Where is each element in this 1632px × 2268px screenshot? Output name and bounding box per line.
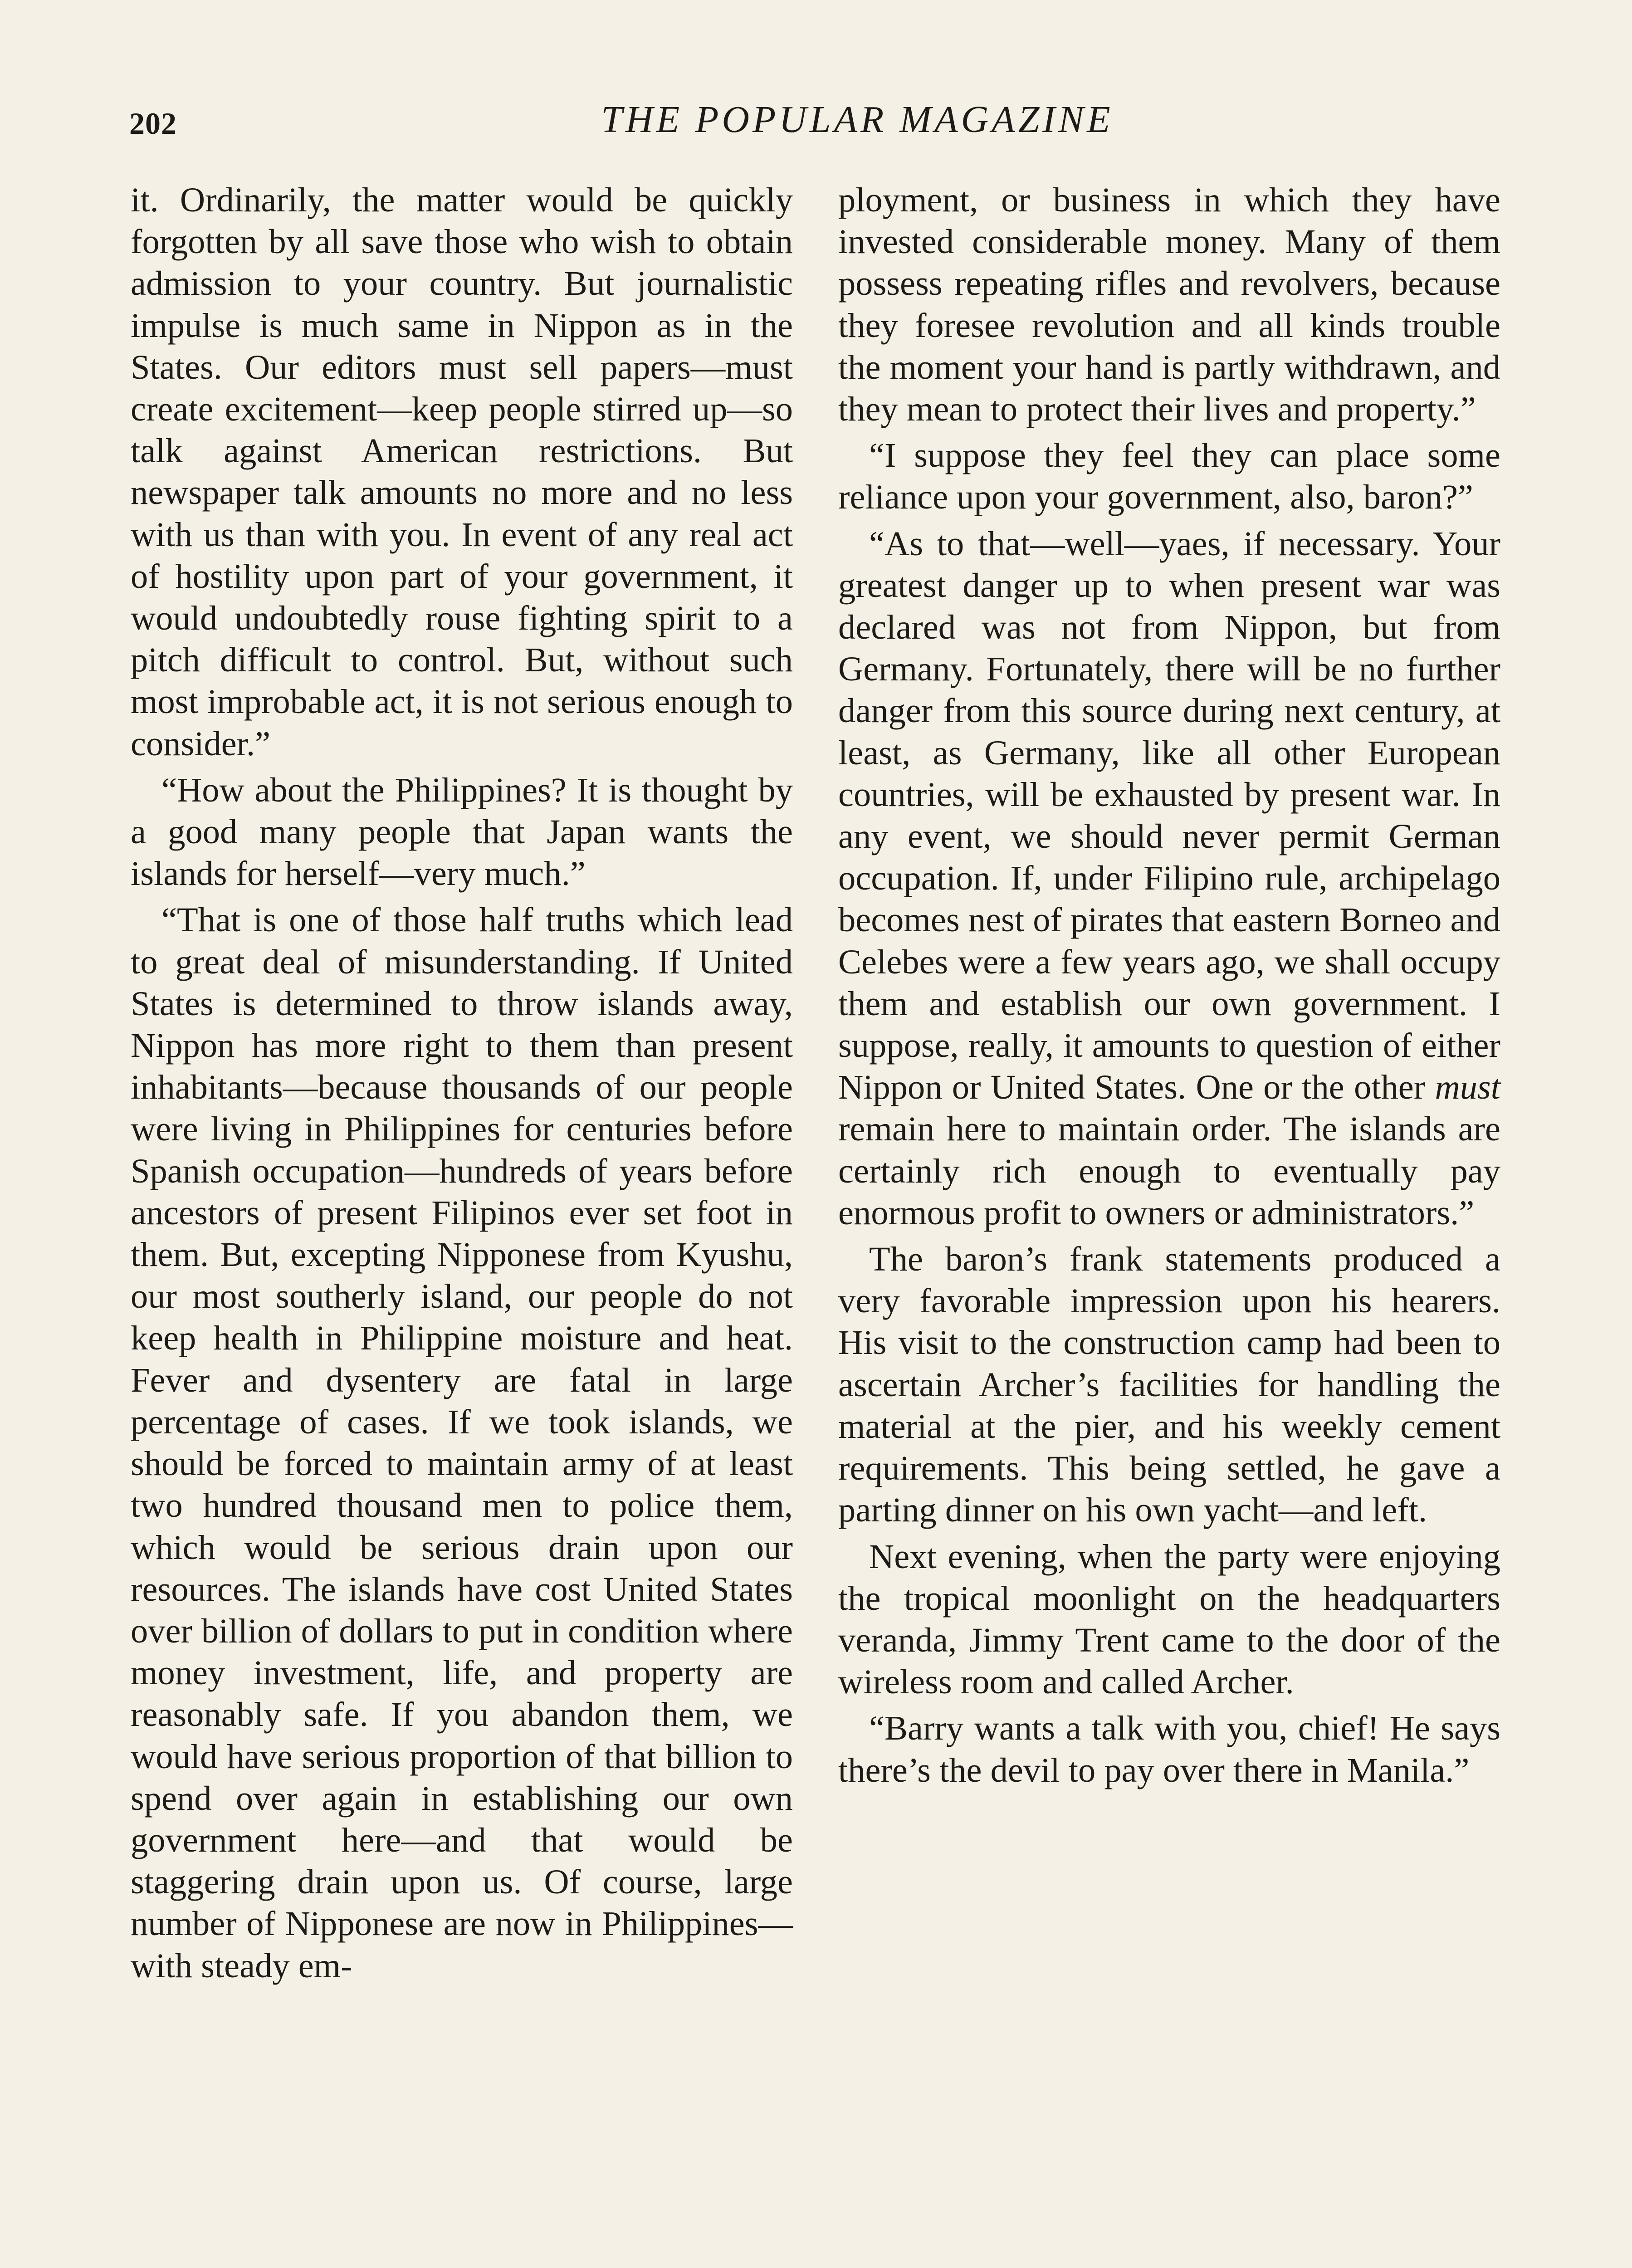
page-number: 202 [129, 106, 177, 141]
paragraph: it. Ordinarily, the matter would be quickly forgotten by all save those who wish to obtain admission to your country. But journalistic impulse is much same in Nippon as in the States. Our editors must sell papers—must create excitement—keep people stirred up—so talk against American restrictions. But newspaper talk amounts no more and no less with us than with you. In event of any real act of hostility upon part of your government, it would undoubtedly rouse fighting spirit to a pitch difficult to control. But, without such most improbable act, it is not serious enough to consider.” [131, 181, 793, 763]
paragraph: “I suppose they feel they can place some reliance upon your government, also, baron?” [838, 436, 1500, 517]
right-column [838, 179, 1500, 1796]
paragraph: ployment, or business in which they have invested considerable money. Many of them possess repeating rifles and revolvers, because they foresee revolution and all kinds trouble the moment your hand is partly withdrawn, and they mean to protect their lives and property.” [838, 181, 1500, 429]
paragraph: “Barry wants a talk with you, chief! He says there’s the devil to pay over there in Manila.” [838, 1709, 1500, 1789]
paragraph: Next evening, when the party were enjoying the tropical moonlight on the headquarters veranda, Jimmy Trent came to the door of the wireless room and called Archer. [838, 1537, 1500, 1701]
paragraph: The baron’s frank statements produced a very favorable impression upon his hearers. His visit to the construction camp had been to ascertain Archer’s facilities for handling the material at the pier, and his weekly cement requirements. This being settled, he gave a parting dinner on his own yacht—and left. [838, 1240, 1500, 1530]
paragraph: “As to that—well—yaes, if necessary. Your greatest danger up to when present war was declared was not from Nippon, but from Germany. Fortunately, there will be no further danger from this source during next century, at least, as Germany, like all other European countries, will be exhausted by present war. In any event, we should never permit German occupation. If, under Filipino rule, archipelago becomes nest of pirates that eastern Borneo and Celebes were a few years ago, we shall occupy them and establish our own government. I suppose, really, it amounts to question of either Nippon or United States. One or the other must remain here to maintain order. The islands are certainly rich enough to eventually pay enormous profit to owners or administrators.” [838, 524, 1500, 1232]
paragraph: “How about the Philippines? It is thought by a good many people that Japan wants the islands for herself—very much.” [131, 770, 793, 893]
paragraph: “That is one of those half truths which lead to great deal of misunderstanding. If United States is determined to throw islands away, Nippon has more right to them than present inhabitants—because thousands of our people were living in Philippines for centuries before Spanish occupation—hundreds of years before ancestors of present Filipinos ever set foot in them. But, excepting Nipponese from Kyushu, our most southerly island, our people do not keep health in Philippine moisture and heat. Fever and dysentery are fatal in large percentage of cases. If we took islands, we should be forced to maintain army of at least two hundred thousand men to police them, which would be serious drain upon our resources. The islands have cost United States over billion of dollars to put in condition where money investment, life, and property are reasonably safe. If you abandon them, we would have serious proportion of that billion to spend over again in establishing our own government here—and that would be staggering drain upon us. Of course, large number of Nipponese are now in Philippines—with steady em- [131, 900, 793, 1985]
left-column [131, 179, 793, 1991]
emphasis: must [1435, 1068, 1500, 1107]
running-title: THE POPULAR MAGAZINE [601, 98, 1114, 141]
page-header [129, 98, 1504, 147]
